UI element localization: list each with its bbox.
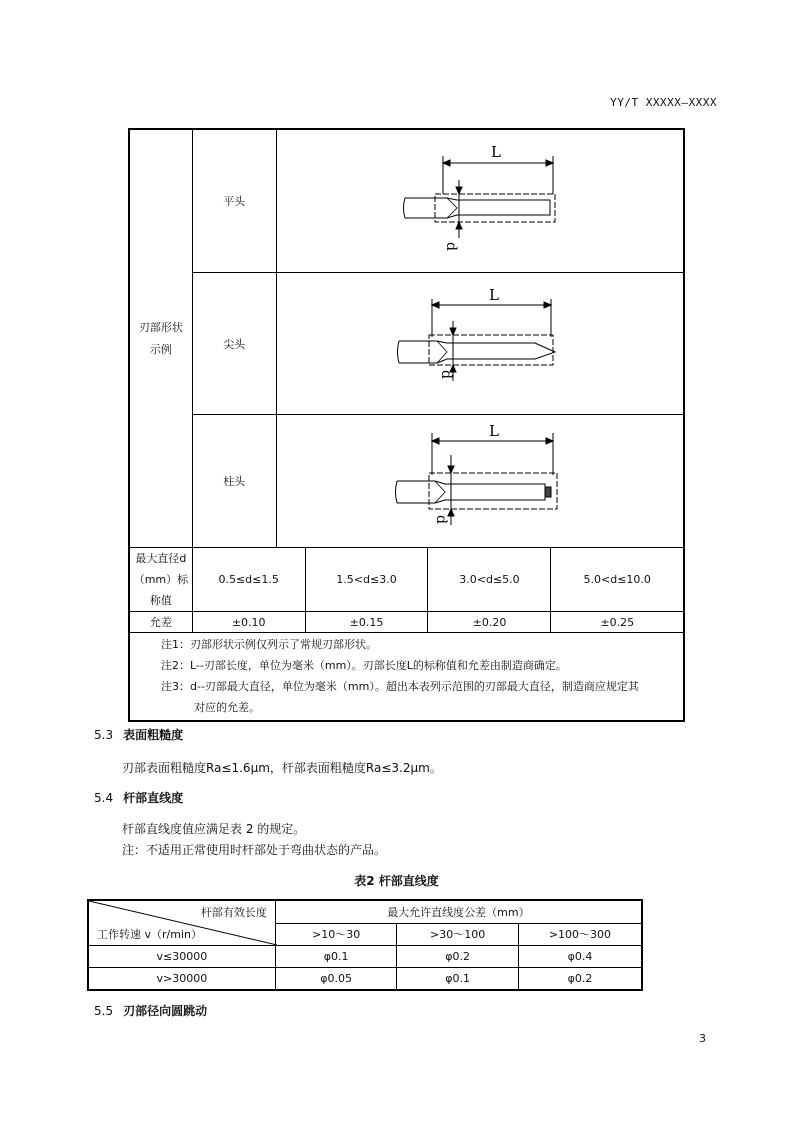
diag-top-label: 杆部有效长度 — [200, 906, 267, 919]
value-cell: φ0.4 — [518, 946, 642, 968]
length-column-header: >100～300 — [518, 923, 642, 946]
note-3-cont: 对应的允差。 — [194, 701, 260, 714]
document-code: YY/T XXXXX—XXXX — [610, 96, 717, 109]
note-3: 注3：d--刃部最大直径，单位为毫米（mm）。超出本表列示范围的刃部最大直径，制造商应规定其 — [161, 680, 639, 693]
shape-name-cylindrical: 柱头 — [192, 415, 276, 548]
speed-cell: v≤30000 — [88, 946, 275, 968]
length-column-header: >10～30 — [275, 923, 397, 946]
cylindrical-blade-diagram — [277, 415, 682, 544]
svg-text:d: d — [432, 515, 449, 524]
table2-caption: 表2 杆部直线度 — [354, 874, 439, 888]
page-number: 3 — [699, 1032, 706, 1045]
section-5-5-heading: 5.5 刃部径向圆跳动 — [94, 1004, 208, 1018]
diameter-label: 最大直径d（mm）标称值 — [129, 548, 192, 612]
table-row — [88, 968, 642, 991]
blade-shape-table — [128, 128, 685, 722]
shape-name-pointed: 尖头 — [192, 273, 276, 415]
table-notes — [129, 633, 684, 722]
section-5-4-heading: 5.4 杆部直线度 — [94, 791, 184, 805]
straightness-table — [87, 899, 643, 991]
diagonal-header — [88, 900, 275, 946]
svg-text:L: L — [488, 286, 499, 304]
length-column-header: >30～100 — [397, 923, 519, 946]
diameter-range: 3.0<d≤5.0 — [428, 548, 551, 612]
shape-example-label: 刃部形状示例 — [129, 129, 192, 548]
section-5-4-text: 杆部直线度值应满足表 2 的规定。 — [122, 822, 306, 836]
shape-figure-flat — [276, 129, 684, 273]
tolerance-value: ±0.25 — [551, 612, 684, 633]
value-cell: φ0.2 — [397, 946, 519, 968]
diameter-range: 0.5≤d≤1.5 — [192, 548, 305, 612]
section-5-3-heading: 5.3 表面粗糙度 — [94, 728, 184, 742]
tolerance-value: ±0.10 — [192, 612, 305, 633]
note-1: 注1：刃部形状示例仅列示了常规刃部形状。 — [161, 638, 377, 651]
svg-text:L: L — [488, 422, 499, 440]
tolerance-value: ±0.20 — [428, 612, 551, 633]
section-5-3-text: 刃部表面粗糙度Ra≤1.6μm，杆部表面粗糙度Ra≤3.2μm。 — [122, 761, 442, 775]
value-cell: φ0.2 — [518, 968, 642, 991]
tolerance-value: ±0.15 — [305, 612, 428, 633]
section-5-4-note: 注：不适用正常使用时杆部处于弯曲状态的产品。 — [122, 843, 387, 857]
value-cell: φ0.05 — [275, 968, 397, 991]
note-2: 注2：L--刃部长度，单位为毫米（mm）。刃部长度L的标称值和允差由制造商确定。 — [161, 659, 567, 672]
diameter-range: 5.0<d≤10.0 — [551, 548, 684, 612]
diameter-range: 1.5<d≤3.0 — [305, 548, 428, 612]
speed-cell: v>30000 — [88, 968, 275, 991]
shape-figure-pointed — [276, 273, 684, 415]
flat-blade-diagram — [277, 130, 682, 269]
shape-name-flat: 平头 — [192, 129, 276, 273]
diag-bottom-label: 工作转速 v（r/min） — [97, 928, 202, 941]
svg-text:L: L — [490, 143, 501, 161]
value-cell: φ0.1 — [275, 946, 397, 968]
tolerance-group-header: 最大允许直线度公差（mm） — [275, 900, 642, 923]
pointed-blade-diagram — [277, 273, 682, 411]
tolerance-label: 允差 — [129, 612, 192, 633]
svg-text:d: d — [442, 242, 459, 251]
svg-text:d: d — [437, 370, 454, 379]
table-row — [88, 946, 642, 968]
value-cell: φ0.1 — [397, 968, 519, 991]
shape-figure-cylindrical — [276, 415, 684, 548]
